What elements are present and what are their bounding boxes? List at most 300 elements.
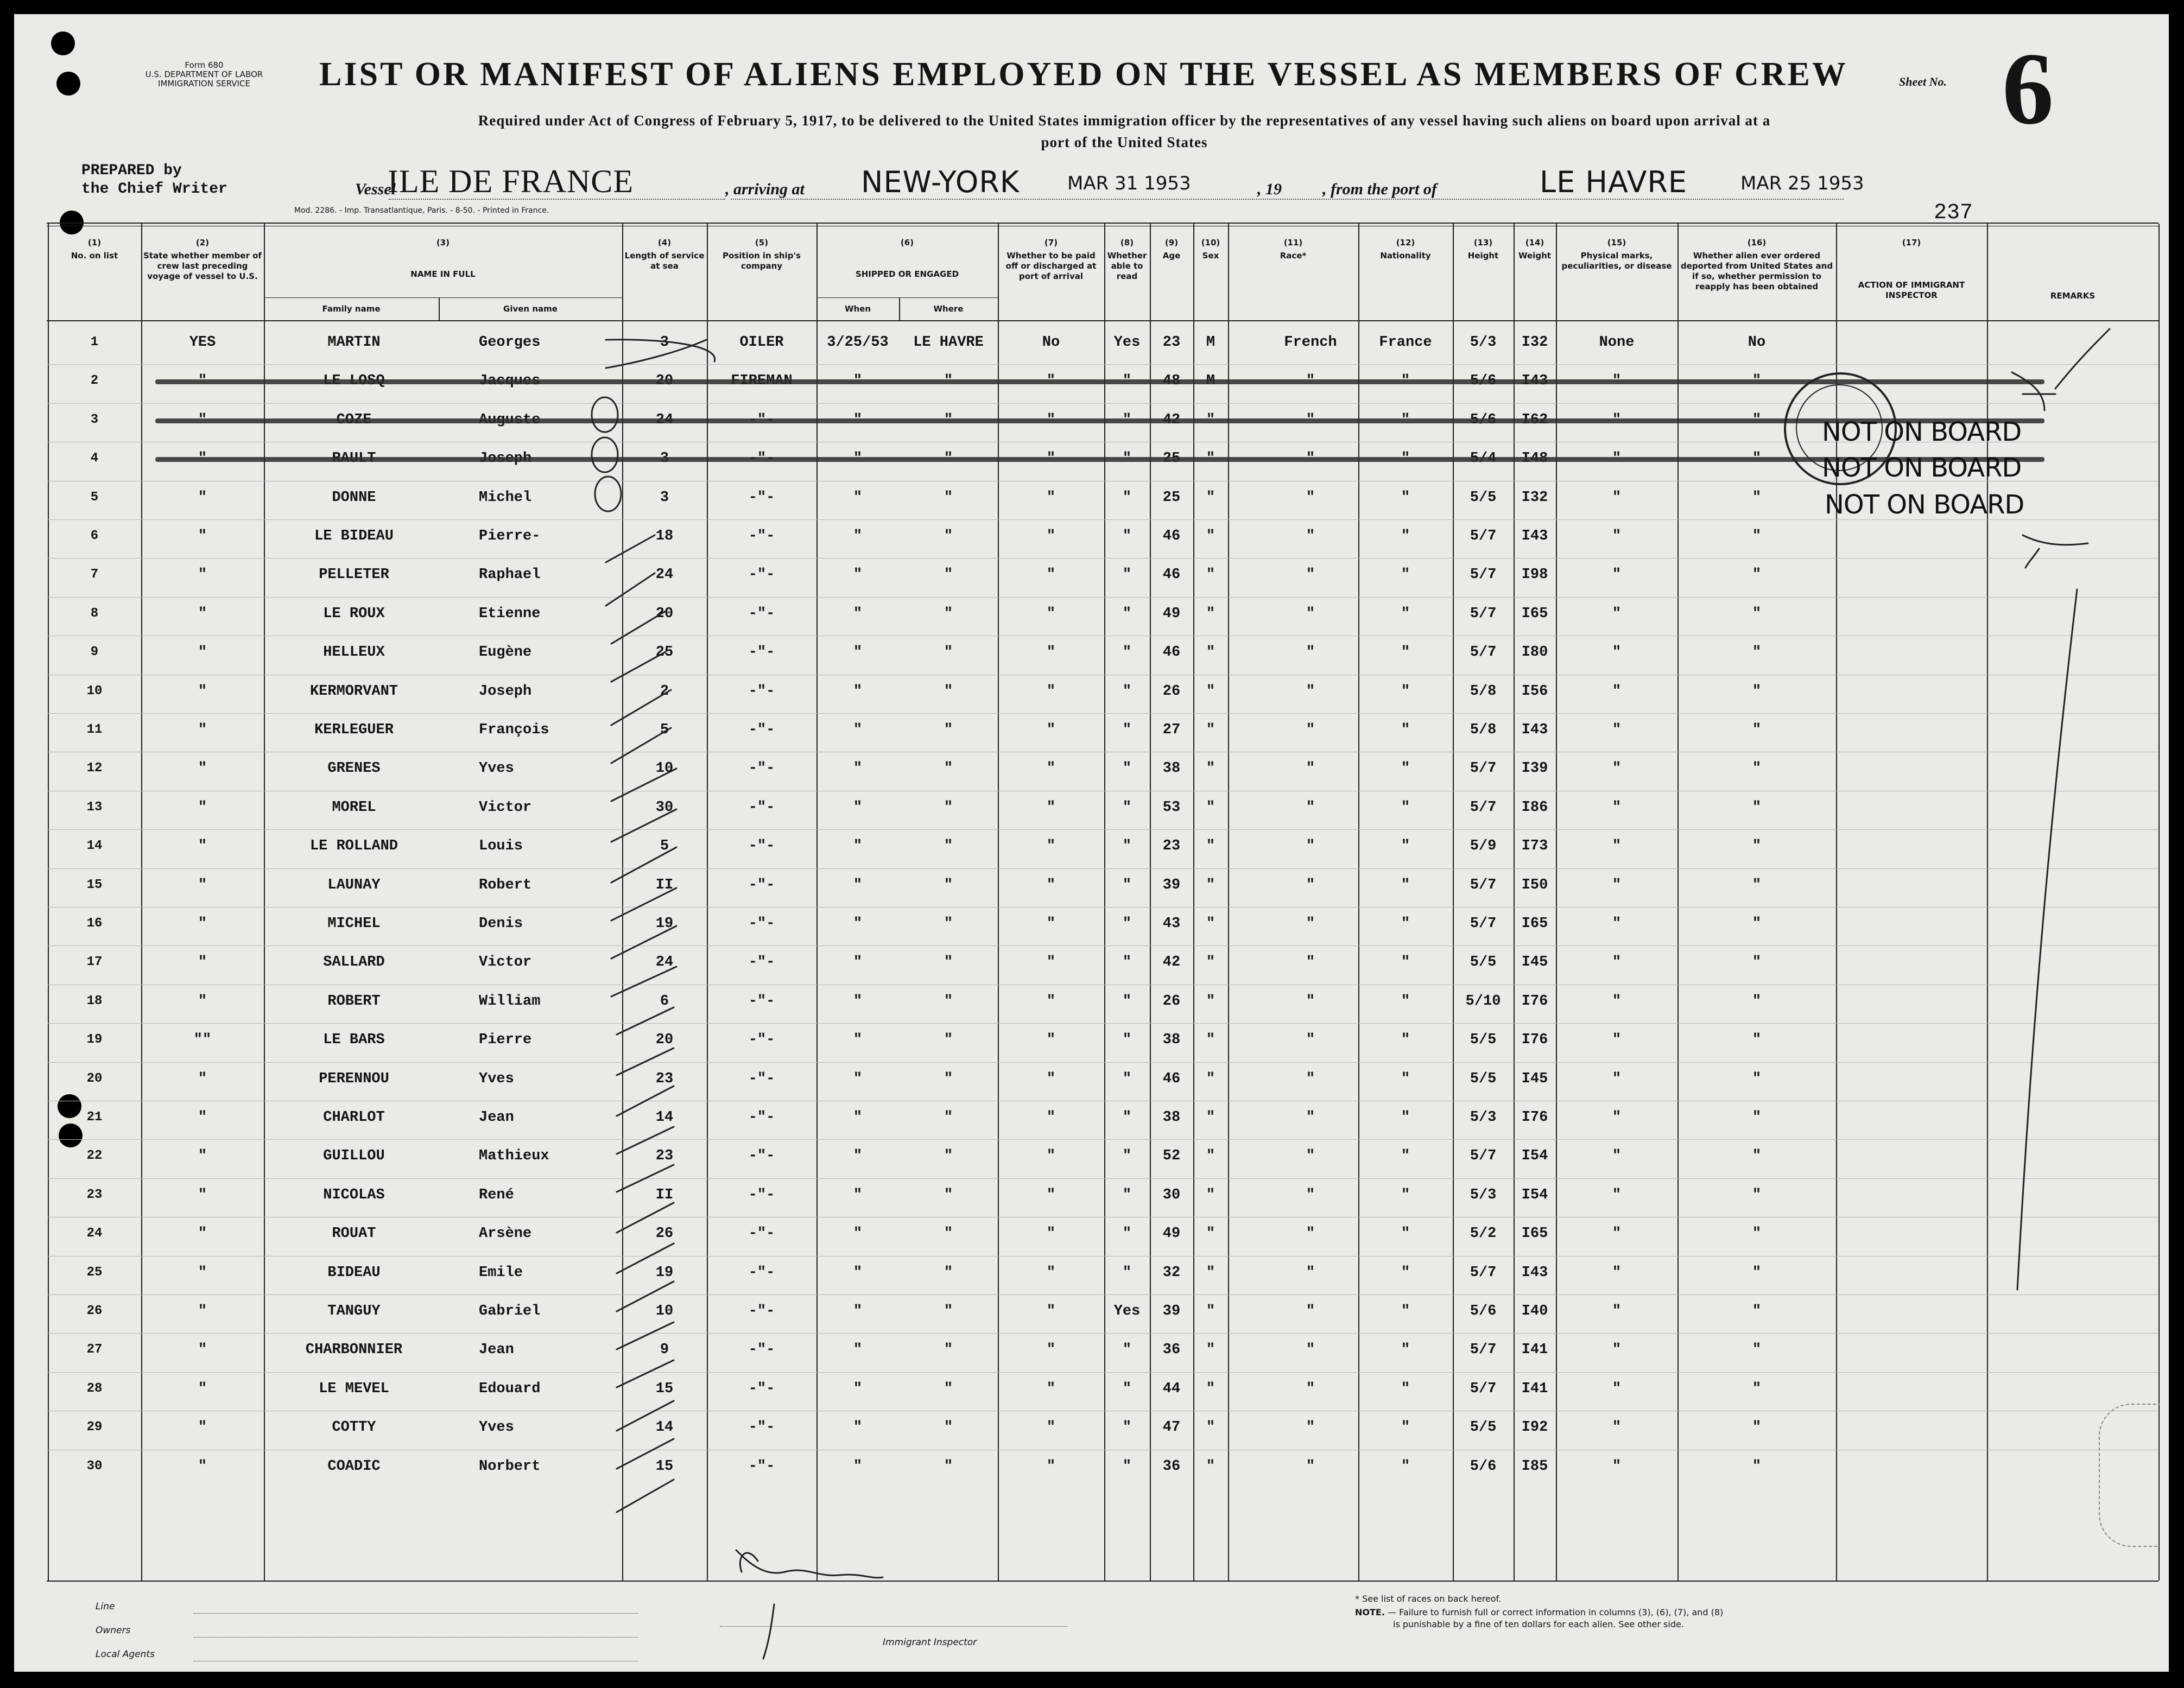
- check-mark: [611, 769, 676, 801]
- cell-when: ": [853, 799, 863, 816]
- cell-paid: ": [1046, 528, 1056, 544]
- circle-mark: [592, 437, 618, 472]
- cell-prev: ": [198, 1070, 207, 1087]
- cell-given: Gabriel: [479, 1303, 541, 1319]
- cell-no: 26: [86, 1304, 103, 1318]
- cell-nat: ": [1401, 1032, 1410, 1049]
- cell-position: -"-: [748, 489, 775, 506]
- cell-prev: ": [198, 954, 207, 971]
- cell-family: LE BARS: [323, 1032, 385, 1049]
- cell-given: Norbert: [479, 1458, 541, 1475]
- cell-when: ": [853, 1380, 863, 1397]
- cell-given: Victor: [479, 799, 532, 816]
- cell-no: 11: [86, 722, 103, 737]
- cell-deported: ": [1752, 528, 1762, 544]
- cell-height: 5/6: [1470, 1458, 1497, 1475]
- cell-read: ": [1122, 916, 1132, 932]
- cell-paid: ": [1046, 799, 1056, 816]
- cell-marks: ": [1612, 722, 1622, 738]
- cell-read: ": [1122, 605, 1132, 622]
- cell-weight: I43: [1521, 722, 1548, 738]
- cell-race: ": [1306, 644, 1315, 661]
- cell-age: 27: [1162, 722, 1181, 738]
- cell-age: 49: [1162, 1226, 1181, 1242]
- cell-sex: ": [1206, 644, 1216, 661]
- penalty-note: [1355, 1607, 1723, 1630]
- column-subheader: Given name: [503, 304, 558, 314]
- cell-read: ": [1122, 1458, 1132, 1475]
- cell-no: 13: [86, 799, 103, 815]
- cell-height: 5/10: [1465, 993, 1501, 1010]
- check-mark: [617, 1086, 674, 1116]
- cell-race: ": [1306, 1303, 1315, 1319]
- cell-height: 5/7: [1470, 760, 1497, 777]
- cell-marks: ": [1612, 760, 1622, 777]
- inspector-label: Immigrant Inspector: [883, 1637, 977, 1648]
- check-mark: [606, 340, 706, 368]
- vessel-label: Vessel: [355, 180, 396, 198]
- cell-position: -"-: [748, 605, 775, 622]
- column-header: Whether to be paid off or discharged at port of arrival: [1005, 251, 1097, 281]
- cell-weight: I98: [1521, 567, 1548, 583]
- arrival-port: NEW-YORK: [861, 165, 1020, 199]
- cell-where: ": [944, 1032, 953, 1049]
- cell-sex: ": [1206, 528, 1216, 544]
- cell-deported: ": [1752, 1419, 1762, 1436]
- cell-where: ": [944, 1458, 953, 1475]
- cell-height: 5/7: [1470, 1264, 1497, 1281]
- cell-paid: ": [1046, 1032, 1056, 1049]
- cell-no: 6: [90, 529, 99, 543]
- cell-read: ": [1122, 489, 1132, 506]
- cell-service: 6: [660, 993, 669, 1010]
- cell-paid: ": [1046, 993, 1056, 1010]
- column-number: (6): [900, 238, 914, 248]
- cell-read: ": [1122, 760, 1132, 777]
- cell-age: 39: [1162, 1303, 1181, 1319]
- cell-sex: ": [1206, 916, 1216, 932]
- cell-height: 5/3: [1470, 1109, 1497, 1126]
- cell-nat: ": [1401, 1109, 1410, 1126]
- cell-marks: ": [1612, 1226, 1622, 1242]
- cell-family: GUILLOU: [323, 1148, 385, 1165]
- cell-age: 43: [1162, 916, 1181, 932]
- column-number: (12): [1396, 238, 1415, 248]
- cell-paid: ": [1046, 954, 1056, 971]
- cell-read: ": [1122, 1342, 1132, 1359]
- cell-no: 2: [90, 373, 99, 389]
- cell-position: -"-: [748, 567, 775, 583]
- arriving-label: , arriving at: [725, 180, 805, 198]
- cell-given: Robert: [479, 877, 532, 893]
- circle-mark: [592, 397, 618, 432]
- footer-rule: [193, 1637, 638, 1638]
- cell-service: 3: [660, 334, 669, 351]
- column-header: State whether member of crew last preceding voyage of vessel to U.S.: [143, 251, 262, 281]
- cell-service: 24: [655, 567, 674, 583]
- cell-read: ": [1122, 1226, 1132, 1242]
- cell-where: ": [944, 644, 953, 661]
- cell-read: ": [1122, 1032, 1132, 1049]
- cell-service: 18: [655, 528, 674, 544]
- cell-age: 46: [1162, 528, 1181, 544]
- cell-given: Denis: [479, 916, 523, 932]
- cell-no: 18: [86, 993, 103, 1008]
- cell-service: 10: [655, 1303, 674, 1319]
- cell-when: ": [853, 1303, 863, 1319]
- cell-prev: ": [198, 760, 207, 777]
- cell-paid: ": [1046, 760, 1056, 777]
- cell-deported: ": [1752, 954, 1762, 971]
- check-mark: [606, 535, 655, 562]
- cell-marks: None: [1599, 334, 1635, 351]
- cell-age: 39: [1162, 877, 1181, 893]
- cell-prev: ": [198, 1264, 207, 1281]
- column-header: ACTION OF IMMIGRANT INSPECTOR: [1858, 280, 1965, 300]
- column-header: Whether alien ever ordered deported from United States and if so, whether permission to reapply has been obtained: [1680, 251, 1833, 291]
- cell-height: 5/7: [1470, 605, 1497, 622]
- cell-nat: France: [1379, 334, 1432, 351]
- cell-nat: ": [1401, 1458, 1410, 1475]
- column-header: No. on list: [71, 251, 118, 261]
- cell-no: 24: [86, 1226, 103, 1241]
- cell-service: 20: [655, 1032, 674, 1049]
- cell-marks: ": [1612, 1070, 1622, 1087]
- cell-height: 5/5: [1470, 1070, 1497, 1087]
- column-number: (5): [755, 238, 769, 248]
- column-header: Race*: [1280, 251, 1307, 261]
- cell-sex: ": [1206, 1148, 1216, 1165]
- cell-where: ": [944, 1419, 953, 1436]
- cell-age: 53: [1162, 799, 1181, 816]
- check-mark: [611, 967, 676, 997]
- cell-marks: ": [1612, 683, 1622, 700]
- cell-weight: I80: [1521, 644, 1548, 661]
- mod-note: Mod. 2286. - Imp. Transatlantique, Paris. - 8-50. - Printed in France.: [294, 206, 549, 215]
- cell-position: -"-: [748, 760, 775, 777]
- cell-paid: ": [1046, 1109, 1056, 1126]
- cell-race: ": [1306, 567, 1315, 583]
- cell-position: OILER: [739, 334, 784, 351]
- cell-marks: ": [1612, 1032, 1622, 1049]
- cell-family: CHARLOT: [323, 1109, 385, 1126]
- cell-family: COTTY: [332, 1419, 376, 1436]
- column-number: (16): [1747, 238, 1767, 248]
- subtitle-line: Required under Act of Congress of February 5, 1917, to be delivered to the United States immigration officer by the representatives of any vessel having such aliens on board upon arrival at a: [478, 112, 1771, 129]
- cell-sex: ": [1206, 838, 1216, 855]
- cell-race: ": [1306, 1070, 1315, 1087]
- cell-nat: ": [1401, 567, 1410, 583]
- cell-prev: ": [198, 1303, 207, 1319]
- cell-sex: ": [1206, 1226, 1216, 1242]
- column-header: SHIPPED OR ENGAGED: [855, 269, 959, 279]
- cell-weight: I73: [1521, 838, 1548, 855]
- cell-when: ": [853, 1032, 863, 1049]
- cell-race: ": [1306, 489, 1315, 506]
- cell-age: 44: [1162, 1380, 1181, 1397]
- cell-marks: ": [1612, 877, 1622, 893]
- cell-height: 5/5: [1470, 1419, 1497, 1436]
- sheet-label: Sheet No.: [1899, 75, 1947, 88]
- cell-age: 46: [1162, 1070, 1181, 1087]
- cell-marks: ": [1612, 528, 1622, 544]
- cell-service: 5: [660, 838, 669, 855]
- cell-age: 25: [1162, 489, 1181, 506]
- cell-family: MICHEL: [327, 916, 381, 932]
- cell-position: -"-: [748, 1380, 775, 1397]
- column-header: Height: [1467, 251, 1499, 261]
- cell-prev: ": [198, 1186, 207, 1203]
- cell-position: -"-: [748, 1264, 775, 1281]
- column-number: (13): [1473, 238, 1493, 248]
- cell-service: 14: [655, 1109, 674, 1126]
- cell-weight: I76: [1521, 1032, 1548, 1049]
- cell-family: KERLEGUER: [314, 722, 394, 738]
- cell-given: Yves: [479, 1070, 514, 1087]
- cell-sex: ": [1206, 683, 1216, 700]
- inspector-signature-line: [720, 1626, 1067, 1627]
- check-mark: [617, 1048, 674, 1075]
- cell-family: NICOLAS: [323, 1186, 385, 1203]
- cell-age: 23: [1162, 334, 1181, 351]
- cell-marks: ": [1612, 1380, 1622, 1397]
- cell-paid: ": [1046, 1264, 1056, 1281]
- cell-no: 20: [86, 1071, 103, 1086]
- cell-where: ": [944, 489, 953, 506]
- cell-nat: ": [1401, 1342, 1410, 1359]
- cell-age: 38: [1162, 760, 1181, 777]
- check-mark: [611, 847, 676, 883]
- cell-sex: ": [1206, 489, 1216, 506]
- cell-service: 2: [660, 683, 669, 700]
- cell-no: 28: [86, 1381, 103, 1396]
- form-service-line: IMMIGRATION SERVICE: [158, 79, 250, 88]
- cell-sex: ": [1206, 954, 1216, 971]
- column-header: Position in ship's company: [723, 251, 801, 271]
- cell-position: -"-: [748, 1186, 775, 1203]
- cell-age: 52: [1162, 1148, 1181, 1165]
- cell-no: 9: [90, 645, 99, 660]
- column-subheader: Family name: [322, 304, 381, 314]
- cell-nat: ": [1401, 838, 1410, 855]
- check-mark: [611, 926, 676, 959]
- cell-no: 30: [86, 1458, 103, 1474]
- cell-marks: ": [1612, 916, 1622, 932]
- cell-when: ": [853, 954, 863, 971]
- cell-read: ": [1122, 1148, 1132, 1165]
- cell-given: Joseph: [479, 683, 532, 700]
- cell-nat: ": [1401, 954, 1410, 971]
- form-department-line: U.S. DEPARTMENT OF LABOR: [145, 69, 263, 79]
- cell-service: 26: [655, 1226, 674, 1242]
- cell-paid: ": [1046, 916, 1056, 932]
- departure-date: MAR 25 1953: [1740, 173, 1864, 194]
- check-mark: [617, 1127, 674, 1154]
- cell-nat: ": [1401, 1148, 1410, 1165]
- cell-given: Eugène: [479, 644, 532, 661]
- cell-nat: ": [1401, 916, 1410, 932]
- cell-marks: ": [1612, 605, 1622, 622]
- cell-deported: ": [1752, 1342, 1762, 1359]
- cell-read: ": [1122, 1419, 1132, 1436]
- cell-where: ": [944, 838, 953, 855]
- cell-race: ": [1306, 1148, 1315, 1165]
- cell-marks: ": [1612, 1264, 1622, 1281]
- cell-given: Michel: [479, 489, 532, 506]
- cell-deported: ": [1752, 1226, 1762, 1242]
- cell-weight: I39: [1521, 760, 1548, 777]
- cell-family: LE MEVEL: [319, 1380, 389, 1397]
- cell-given: Mathieux: [479, 1148, 549, 1165]
- stamp-not-on-board: NOT ON BOARD: [1822, 417, 2022, 447]
- cell-marks: ": [1612, 567, 1622, 583]
- cell-marks: ": [1612, 1186, 1622, 1203]
- cell-prev: ": [198, 877, 207, 893]
- subtitle-line: port of the United States: [1041, 134, 1208, 150]
- cell-deported: ": [1752, 1148, 1762, 1165]
- cell-nat: ": [1401, 877, 1410, 893]
- column-number: (8): [1120, 238, 1134, 248]
- cell-when: ": [853, 1458, 863, 1475]
- cell-service: 19: [655, 1264, 674, 1281]
- cell-sex: ": [1206, 1109, 1216, 1126]
- cell-when: ": [853, 489, 863, 506]
- check-mark: [617, 1007, 674, 1035]
- cell-given: Georges: [479, 334, 541, 351]
- cell-race: ": [1306, 799, 1315, 816]
- cell-nat: ": [1401, 489, 1410, 506]
- inspector-signature: [736, 1550, 883, 1578]
- form-number-line: Form 680: [185, 60, 224, 70]
- cell-no: 25: [86, 1265, 103, 1280]
- cell-weight: I65: [1521, 1226, 1548, 1242]
- cell-height: 5/7: [1470, 799, 1497, 816]
- cell-weight: I54: [1521, 1186, 1548, 1203]
- check-mark: [617, 1322, 674, 1349]
- cell-nat: ": [1401, 1264, 1410, 1281]
- cell-nat: ": [1401, 760, 1410, 777]
- cell-weight: I45: [1521, 1070, 1548, 1087]
- cell-read: ": [1122, 1264, 1132, 1281]
- cell-family: LE ROUX: [323, 605, 385, 622]
- column-number: (4): [657, 238, 672, 248]
- cell-when: ": [853, 567, 863, 583]
- cell-race: ": [1306, 1458, 1315, 1475]
- cell-read: ": [1122, 799, 1132, 816]
- cell-service: 15: [655, 1380, 674, 1397]
- column-number: (17): [1902, 238, 1921, 248]
- cell-sex: ": [1206, 1380, 1216, 1397]
- cell-where: ": [944, 916, 953, 932]
- cell-position: -"-: [748, 1419, 775, 1436]
- cell-service: 5: [660, 722, 669, 738]
- cell-race: French: [1284, 334, 1337, 351]
- cell-service: 15: [655, 1458, 674, 1475]
- cell-no: 1: [90, 335, 99, 350]
- cell-family: LE BIDEAU: [314, 528, 394, 544]
- cell-deported: ": [1752, 1070, 1762, 1087]
- cell-paid: ": [1046, 1303, 1056, 1319]
- cell-prev: ": [198, 1380, 207, 1397]
- cell-when: ": [853, 877, 863, 893]
- cell-where: ": [944, 760, 953, 777]
- cell-sex: ": [1206, 1419, 1216, 1436]
- cell-when: ": [853, 644, 863, 661]
- cell-paid: ": [1046, 644, 1056, 661]
- cell-race: ": [1306, 683, 1315, 700]
- cell-paid: ": [1046, 605, 1056, 622]
- cell-deported: ": [1752, 1186, 1762, 1203]
- cell-race: ": [1306, 722, 1315, 738]
- cell-where: ": [944, 567, 953, 583]
- cell-height: 5/8: [1470, 683, 1497, 700]
- cell-paid: No: [1042, 334, 1060, 351]
- cell-race: ": [1306, 1186, 1315, 1203]
- cell-race: ": [1306, 1419, 1315, 1436]
- cell-nat: ": [1401, 993, 1410, 1010]
- cell-paid: ": [1046, 1186, 1056, 1203]
- cell-read: ": [1122, 683, 1132, 700]
- cell-prev: ": [198, 1226, 207, 1242]
- cell-paid: ": [1046, 1419, 1056, 1436]
- cell-given: René: [479, 1186, 514, 1203]
- cell-read: ": [1122, 993, 1132, 1010]
- cell-sex: M: [1206, 334, 1216, 351]
- cell-service: 9: [660, 1342, 669, 1359]
- cell-nat: ": [1401, 528, 1410, 544]
- column-header: Age: [1162, 251, 1181, 261]
- cell-sex: ": [1206, 877, 1216, 893]
- cell-where: ": [944, 1148, 953, 1165]
- check-mark: [617, 1360, 674, 1387]
- cell-deported: ": [1752, 799, 1762, 816]
- cell-paid: ": [1046, 1070, 1056, 1087]
- cell-no: 29: [86, 1420, 103, 1435]
- cell-given: Jean: [479, 1109, 514, 1126]
- cell-where: ": [944, 1070, 953, 1087]
- cell-weight: I45: [1521, 954, 1548, 971]
- column-number: (10): [1201, 238, 1220, 248]
- cell-paid: ": [1046, 1226, 1056, 1242]
- cell-race: ": [1306, 916, 1315, 932]
- cell-weight: I32: [1521, 334, 1548, 351]
- cell-when: ": [853, 916, 863, 932]
- cell-sex: ": [1206, 567, 1216, 583]
- cell-no: 3: [90, 412, 99, 427]
- column-subheader: Where: [933, 304, 964, 314]
- check-mark: [617, 1243, 674, 1273]
- cell-race: ": [1306, 1226, 1315, 1242]
- cell-height: 5/8: [1470, 722, 1497, 738]
- cell-height: 5/6: [1470, 1303, 1497, 1319]
- cell-no: 5: [90, 490, 99, 505]
- cell-service: 14: [655, 1419, 674, 1436]
- cell-weight: I43: [1521, 1264, 1548, 1281]
- cell-where: LE HAVRE: [913, 334, 984, 351]
- cell-height: 5/7: [1470, 1148, 1497, 1165]
- cell-prev: ": [198, 1109, 207, 1126]
- cell-weight: I92: [1521, 1419, 1548, 1436]
- cell-read: ": [1122, 528, 1132, 544]
- cell-read: ": [1122, 722, 1132, 738]
- vessel-name: ILE DE FRANCE: [388, 163, 634, 199]
- cell-where: ": [944, 1109, 953, 1126]
- cell-family: SALLARD: [323, 954, 385, 971]
- cell-paid: ": [1046, 1458, 1056, 1475]
- cell-when: ": [853, 1186, 863, 1203]
- cell-weight: I65: [1521, 605, 1548, 622]
- cell-nat: ": [1401, 644, 1410, 661]
